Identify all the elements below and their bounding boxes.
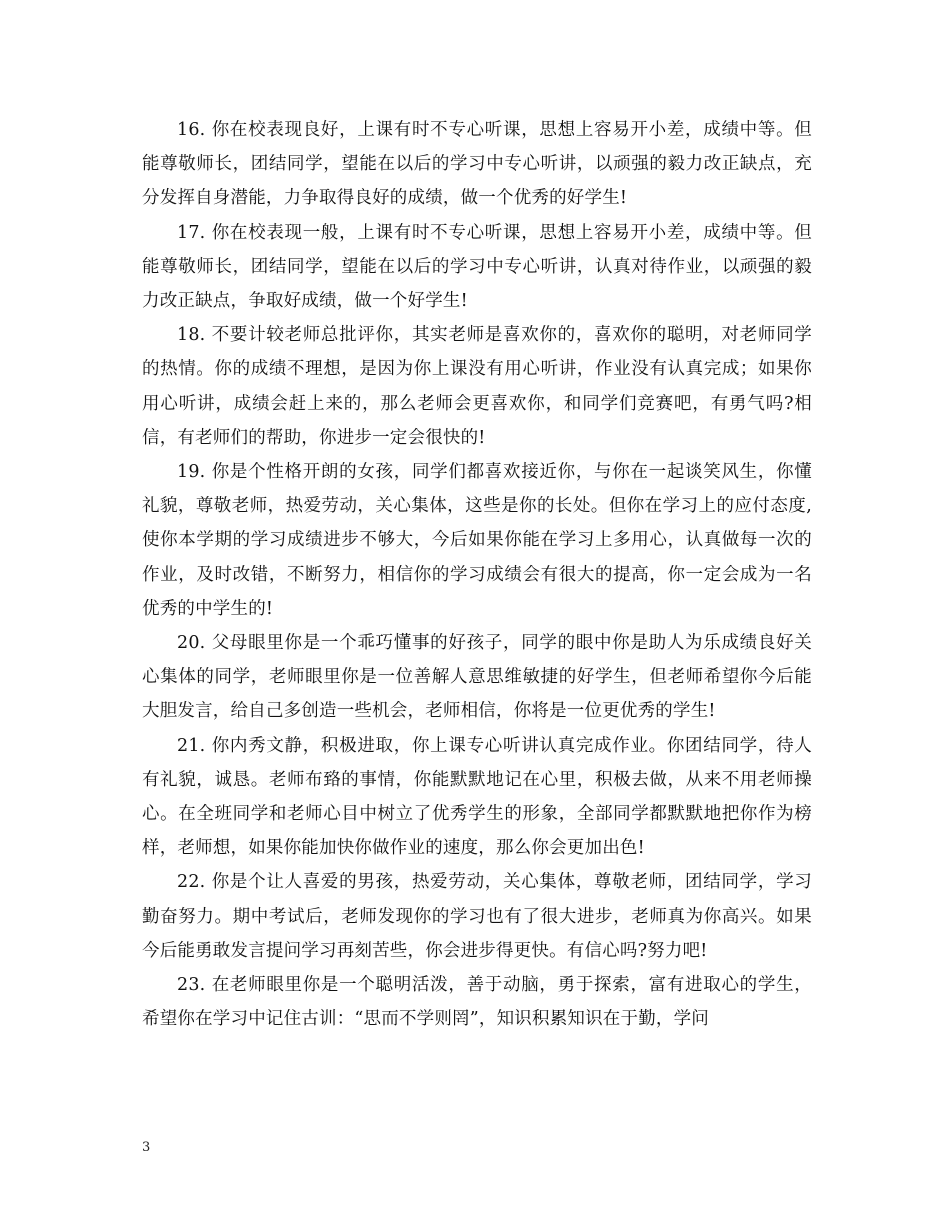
paragraph-20: 20. 父母眼里你是一个乖巧懂事的好孩子，同学的眼中你是助人为乐成绩良好关心集体的同学，老师眼里你是一位善解人意思维敏捷的好学生，但老师希望你今后能大胆发言，给自己多创造一些机会，老师相信，你将是一位更优秀的学生! bbox=[142, 633, 812, 722]
paragraph-21: 21. 你内秀文静，积极进取，你上课专心听讲认真完成作业。你团结同学，待人有礼貌，诚恳。老师布臵的事情，你能默默地记在心里，积极去做，从来不用老师操心。在全班同学和老师心目中树立了优秀学生的形象，全部同学都默默地把你作为榜样，老师想，如果你能加快你做作业的速度，那么你会更加出色! bbox=[142, 735, 812, 859]
comment-list bbox=[142, 113, 812, 1036]
paragraph-19: 19. 你是个性格开朗的女孩，同学们都喜欢接近你，与你在一起谈笑风生，你懂礼貌，尊敬老师，热爱劳动，关心集体，这些是你的长处。但你在学习上的应付态度,使你本学期的学习成绩进步不够大，今后如果你能在学习上多用心，认真做每一次的作业，及时改错，不断努力，相信你的学习成绩会有很大的提高，你一定会成为一名优秀的中学生的! bbox=[142, 462, 812, 619]
paragraph-23: 23. 在老师眼里你是一个聪明活泼，善于动脑，勇于探索，富有进取心的学生，希望你在学习中记住古训：“思而不学则罔”，知识积累知识在于勤，学问 bbox=[142, 975, 812, 1030]
paragraph-16: 16. 你在校表现良好，上课有时不专心听课，思想上容易开小差，成绩中等。但能尊敬师长，团结同学，望能在以后的学习中专心听讲，以顽强的毅力改正缺点，充分发挥自身潜能，力争取得良好的成绩，做一个优秀的好学生! bbox=[142, 120, 812, 209]
paragraph-18: 18. 不要计较老师总批评你，其实老师是喜欢你的，喜欢你的聪明，对老师同学的热情。你的成绩不理想，是因为你上课没有用心听讲，作业没有认真完成；如果你用心听讲，成绩会赶上来的，那么老师会更喜欢你，和同学们竞赛吧，有勇气吗?相信，有老师们的帮助，你进步一定会很快的! bbox=[142, 325, 812, 448]
page-number: 3 bbox=[142, 1140, 151, 1155]
paragraph-17: 17. 你在校表现一般，上课有时不专心听课，思想上容易开小差，成绩中等。但能尊敬师长，团结同学，望能在以后的学习中专心听讲，认真对待作业，以顽强的毅力改正缺点，争取好成绩，做一个好学生! bbox=[142, 222, 812, 312]
paragraph-22: 22. 你是个让人喜爱的男孩，热爱劳动，关心集体，尊敬老师，团结同学，学习勤奋努力。期中考试后，老师发现你的学习也有了很大进步，老师真为你高兴。如果今后能勇敢发言提问学习再刻苦些，你会进步得更快。有信心吗?努力吧! bbox=[142, 872, 812, 961]
